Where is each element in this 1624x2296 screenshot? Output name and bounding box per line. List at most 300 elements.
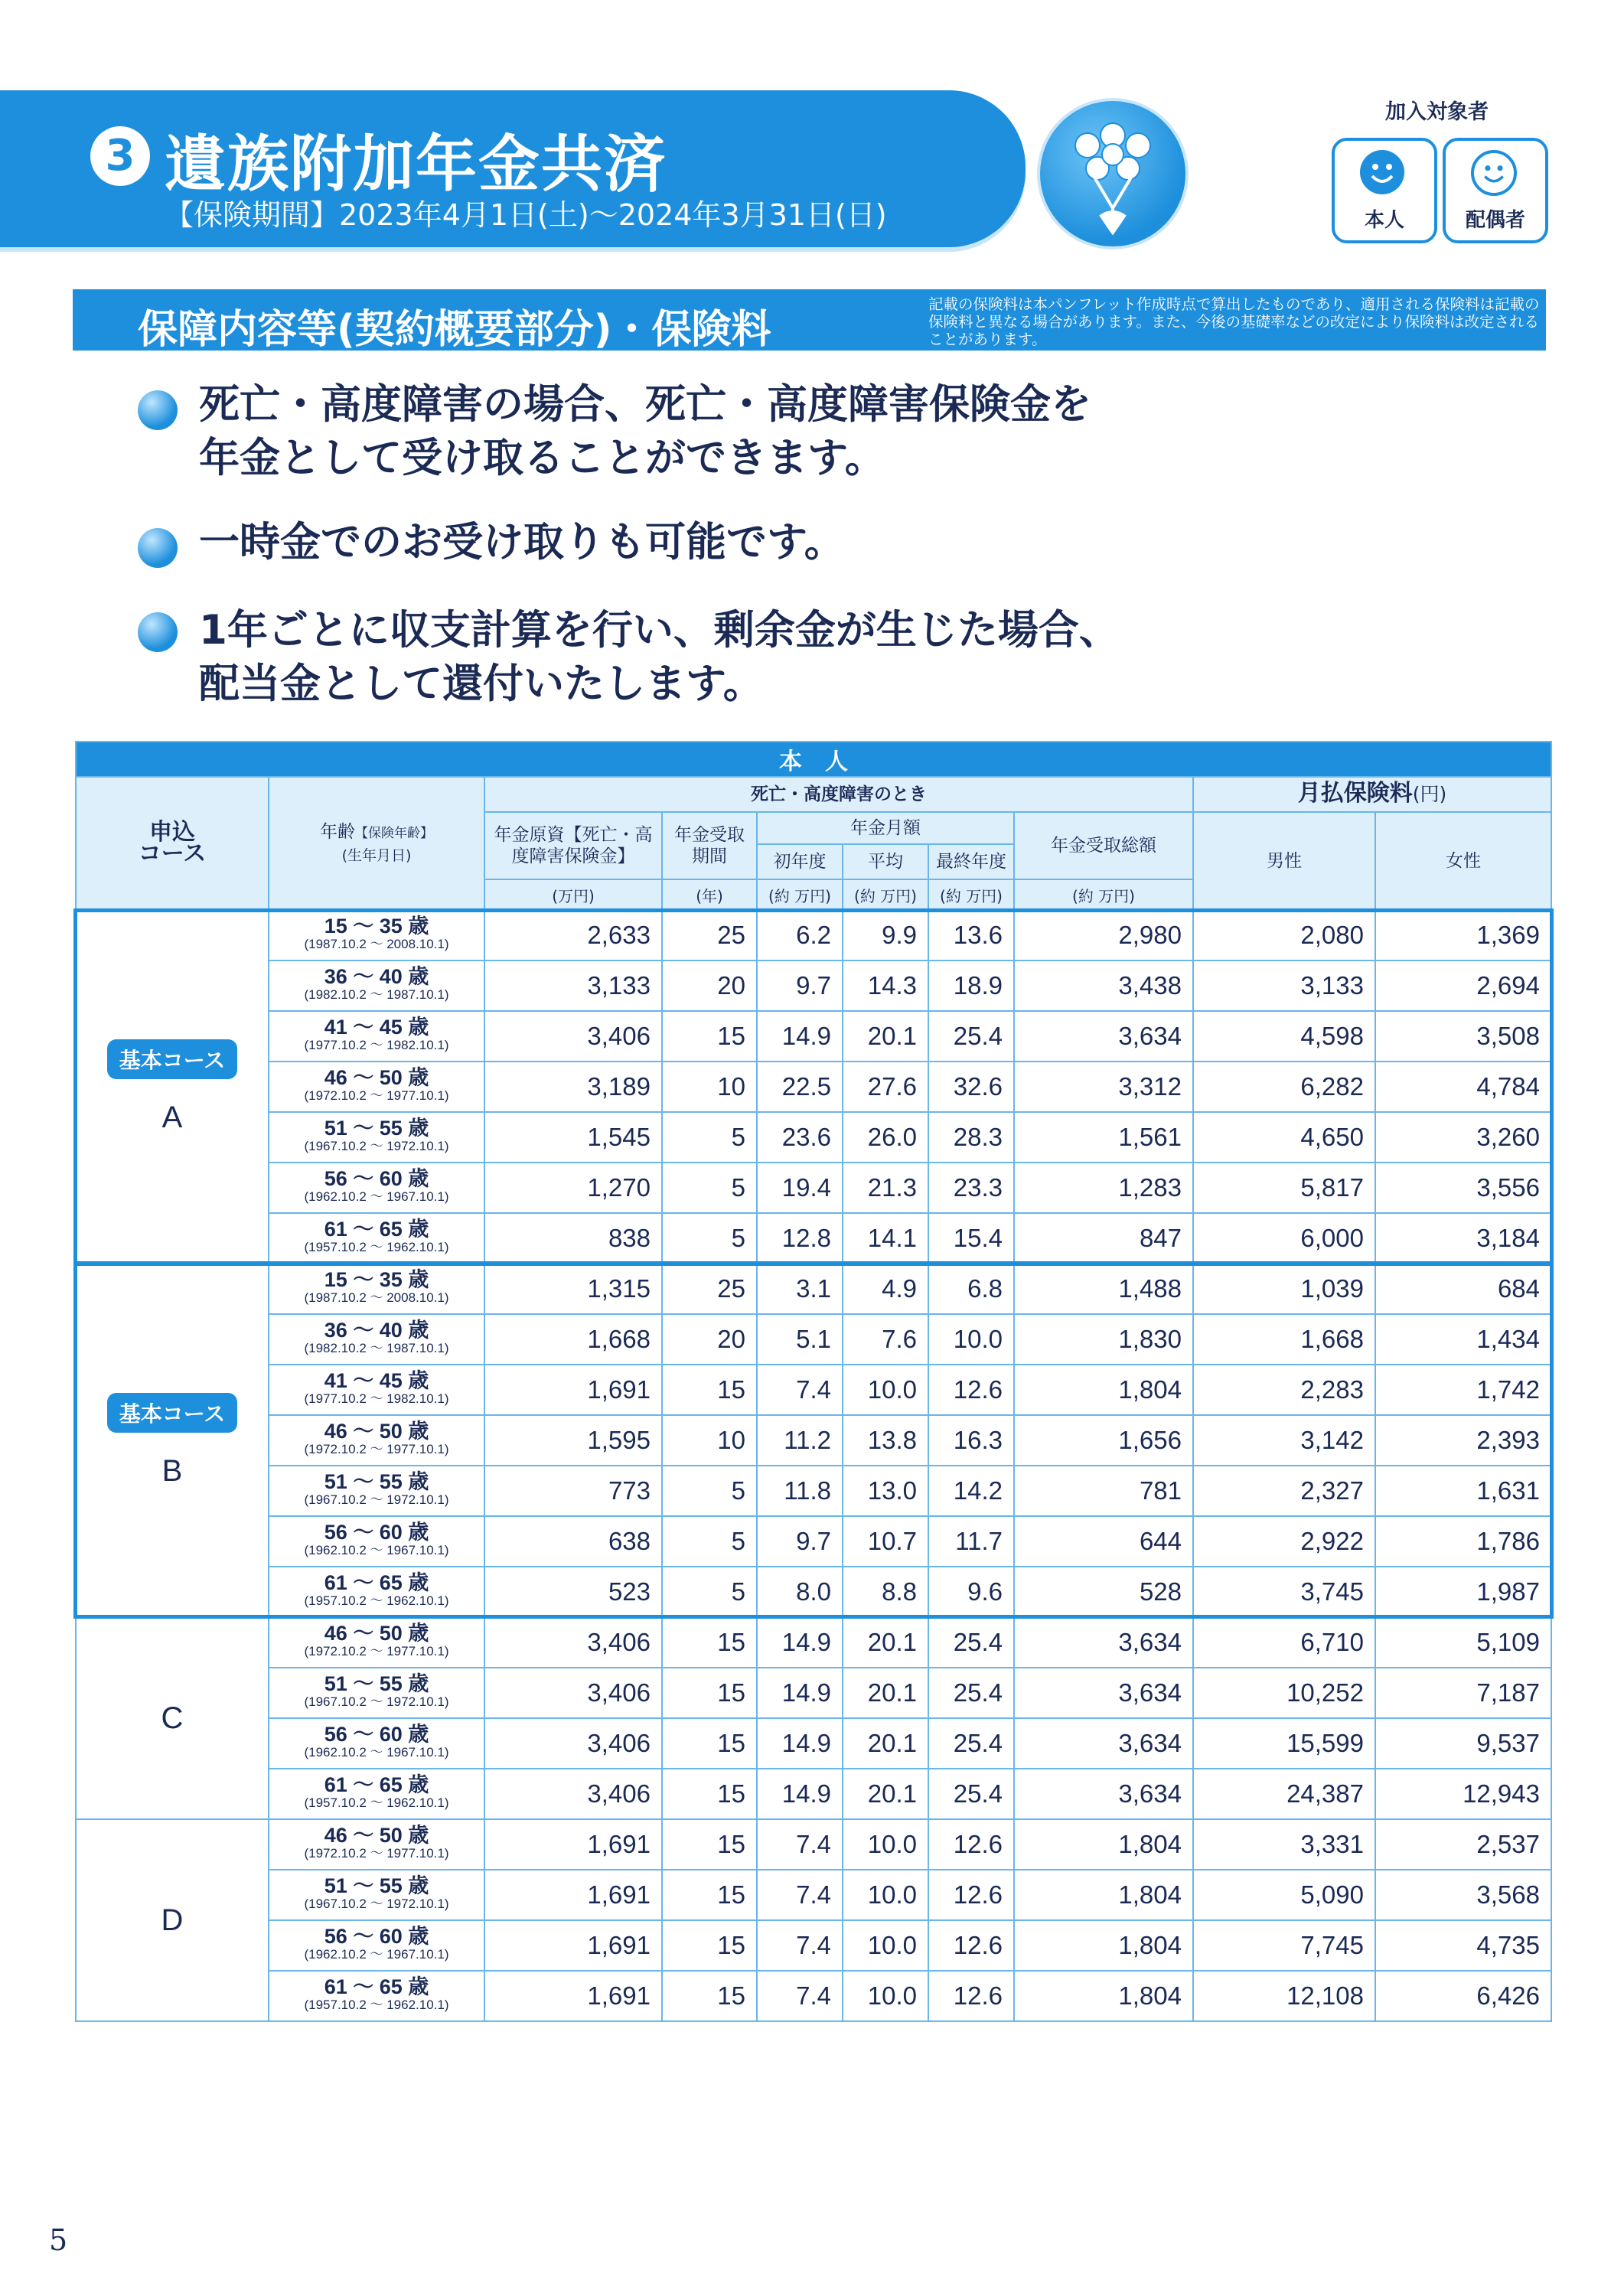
age-range: 15 ～ 35 歳 [324,1268,429,1291]
course-letter: D [161,1903,184,1937]
birth-range: (1957.10.2 ～ 1962.10.1) [304,1240,449,1254]
cell-first: 7.4 [757,1971,843,2021]
target-self [1332,138,1437,243]
smiley-icon [1360,150,1404,194]
age-cell [269,1920,484,1971]
cell-last: 28.3 [928,1112,1014,1163]
col-female: 女性 [1375,812,1551,910]
cell-avg: 20.1 [843,1718,928,1769]
cell-principal: 1,270 [484,1163,662,1213]
age-cell [269,1011,484,1062]
table-row [76,960,1551,1011]
cell-period: 15 [662,1819,757,1870]
insurance-period: 【保険期間】2023年4月1日(土)～2024年3月31日(日) [165,198,887,232]
birth-range: (1967.10.2 ～ 1972.10.1) [304,1896,449,1911]
cell-total: 1,804 [1014,1971,1193,2021]
cell-avg: 10.0 [843,1819,928,1870]
birth-range: (1967.10.2 ～ 1972.10.1) [304,1492,449,1507]
cell-period: 10 [662,1062,757,1112]
cell-principal: 3,406 [484,1718,662,1769]
cell-total: 1,804 [1014,1920,1193,1971]
cell-avg: 10.0 [843,1870,928,1920]
page-title: 遺族附加年金共済 [165,129,667,200]
birth-range: (1967.10.2 ～ 1972.10.1) [304,1139,449,1153]
cell-avg: 8.8 [843,1567,928,1617]
unit-total: (約 万円) [1014,879,1193,910]
cell-male: 3,331 [1193,1819,1375,1870]
cell-female: 1,434 [1375,1314,1551,1365]
target-spouse [1443,138,1548,243]
cell-male: 6,710 [1193,1617,1375,1668]
premium-table [75,741,1552,2022]
table-row [76,1668,1551,1718]
cell-last: 12.6 [928,1870,1014,1920]
cell-male: 6,282 [1193,1062,1375,1112]
cell-male: 2,327 [1193,1466,1375,1516]
cell-male: 3,745 [1193,1567,1375,1617]
cell-female: 684 [1375,1264,1551,1314]
cell-male: 15,599 [1193,1718,1375,1769]
cell-total: 3,312 [1014,1062,1193,1112]
cell-principal: 2,633 [484,910,662,960]
age-range: 56 ～ 60 歳 [324,1521,429,1544]
table-row [76,1466,1551,1516]
birth-range: (1972.10.2 ～ 1977.10.1) [304,1846,449,1861]
cell-male: 10,252 [1193,1668,1375,1718]
age-cell [269,1466,484,1516]
age-cell [269,960,484,1011]
cell-first: 22.5 [757,1062,843,1112]
age-range: 51 ～ 55 歳 [324,1672,429,1695]
cell-first: 23.6 [757,1112,843,1163]
unit-last: (約 万円) [928,879,1014,910]
age-range: 46 ～ 50 歳 [324,1824,429,1847]
cell-female: 12,943 [1375,1769,1551,1819]
table-row [76,1163,1551,1213]
group-death: 死亡・高度障害のとき [484,777,1193,812]
cell-principal: 1,691 [484,1971,662,2021]
age-cell [269,1617,484,1668]
cell-period: 5 [662,1112,757,1163]
cell-last: 18.9 [928,960,1014,1011]
cell-period: 20 [662,960,757,1011]
cell-principal: 638 [484,1516,662,1567]
cell-last: 25.4 [928,1718,1014,1769]
cell-total: 3,438 [1014,960,1193,1011]
cell-period: 15 [662,1769,757,1819]
bullet-2-line-1: 一時金でのお受け取りも可能です。 [199,519,845,566]
cell-last: 25.4 [928,1011,1014,1062]
cell-female: 2,393 [1375,1415,1551,1466]
bouquet-icon [1037,98,1189,249]
section-note: 記載の保険料は本パンフレット作成時点で算出したものであり、適用される保険料は記載の保険料と異なる場合があります。また、今後の基礎率などの改定により保険料は改定されることがあります。 [928,295,1540,348]
age-range: 61 ～ 65 歳 [324,1571,429,1594]
section-number-badge: 3 [90,126,150,186]
cell-last: 9.6 [928,1567,1014,1617]
cell-total: 3,634 [1014,1718,1193,1769]
age-cell [269,1112,484,1163]
cell-principal: 1,595 [484,1415,662,1466]
cell-first: 12.8 [757,1213,843,1264]
age-range: 61 ～ 65 歳 [324,1773,429,1796]
cell-male: 2,080 [1193,910,1375,960]
birth-range: (1987.10.2 ～ 2008.10.1) [304,937,449,951]
cell-total: 1,561 [1014,1112,1193,1163]
table-top-header: 本 人 [76,742,1551,777]
col-total: 年金受取総額 [1014,812,1193,879]
bullet-3-line-1: 1年ごとに収支計算を行い、剰余金が生じた場合、 [199,607,1120,654]
cell-female: 1,786 [1375,1516,1551,1567]
cell-first: 5.1 [757,1314,843,1365]
age-range: 36 ～ 40 歳 [324,1319,429,1342]
cell-principal: 3,406 [484,1769,662,1819]
cell-first: 14.9 [757,1617,843,1668]
cell-total: 1,656 [1014,1415,1193,1466]
course-cell [76,910,269,1264]
cell-avg: 10.0 [843,1365,928,1415]
section-title: 保障内容等(契約概要部分)・保険料 [138,307,771,353]
age-cell [269,1314,484,1365]
birth-range: (1982.10.2 ～ 1987.10.1) [304,1341,449,1355]
cell-total: 1,830 [1014,1314,1193,1365]
cell-period: 5 [662,1516,757,1567]
age-range: 41 ～ 45 歳 [324,1369,429,1392]
unit-period: (年) [662,879,757,910]
cell-first: 7.4 [757,1365,843,1415]
cell-female: 3,556 [1375,1163,1551,1213]
cell-first: 8.0 [757,1567,843,1617]
cell-female: 1,631 [1375,1466,1551,1516]
cell-male: 5,090 [1193,1870,1375,1920]
cell-male: 3,142 [1193,1415,1375,1466]
cell-first: 19.4 [757,1163,843,1213]
cell-total: 3,634 [1014,1769,1193,1819]
cell-male: 24,387 [1193,1769,1375,1819]
cell-first: 11.2 [757,1415,843,1466]
cell-principal: 773 [484,1466,662,1516]
age-cell [269,1264,484,1314]
cell-avg: 20.1 [843,1011,928,1062]
age-range: 46 ～ 50 歳 [324,1420,429,1443]
birth-range: (1987.10.2 ～ 2008.10.1) [304,1290,449,1305]
cell-total: 2,980 [1014,910,1193,960]
col-first: 初年度 [757,844,843,879]
cell-period: 5 [662,1213,757,1264]
birth-range: (1977.10.2 ～ 1982.10.1) [304,1038,449,1052]
table-row [76,1769,1551,1819]
cell-female: 7,187 [1375,1668,1551,1718]
cell-female: 2,694 [1375,960,1551,1011]
cell-last: 6.8 [928,1264,1014,1314]
col-male: 男性 [1193,812,1375,910]
age-cell [269,910,484,960]
table-row [76,1870,1551,1920]
table-row [76,1314,1551,1365]
cell-period: 5 [662,1567,757,1617]
course-badge: 基本コース [107,1393,238,1433]
cell-first: 11.8 [757,1466,843,1516]
col-last: 最終年度 [928,844,1014,879]
cell-period: 15 [662,1365,757,1415]
age-range: 56 ～ 60 歳 [324,1723,429,1746]
cell-first: 7.4 [757,1870,843,1920]
cell-avg: 10.0 [843,1971,928,2021]
table-row [76,1415,1551,1466]
unit-principal: (万円) [484,879,662,910]
target-self-label: 本人 [1364,209,1404,232]
cell-last: 14.2 [928,1466,1014,1516]
cell-principal: 1,691 [484,1870,662,1920]
course-letter: B [161,1453,183,1488]
cell-principal: 3,189 [484,1062,662,1112]
course-letter: A [161,1100,183,1134]
cell-avg: 4.9 [843,1264,928,1314]
cell-total: 1,488 [1014,1264,1193,1314]
group-premium [1193,777,1551,812]
cell-last: 12.6 [928,1819,1014,1870]
cell-first: 9.7 [757,1516,843,1567]
table-row [76,1920,1551,1971]
age-range: 61 ～ 65 歳 [324,1218,429,1241]
cell-last: 13.6 [928,910,1014,960]
cell-male: 7,745 [1193,1920,1375,1971]
col-age-small: 【保険年齢】 [355,825,433,841]
cell-female: 3,184 [1375,1213,1551,1264]
cell-female: 4,735 [1375,1920,1551,1971]
cell-period: 25 [662,910,757,960]
cell-avg: 21.3 [843,1163,928,1213]
cell-last: 12.6 [928,1971,1014,2021]
col-age-label: 年齢 [320,821,355,842]
age-range: 51 ～ 55 歳 [324,1117,429,1140]
cell-total: 3,634 [1014,1617,1193,1668]
course-letter: C [161,1701,184,1735]
cell-avg: 14.3 [843,960,928,1011]
age-cell [269,1062,484,1112]
age-range: 36 ～ 40 歳 [324,965,429,988]
cell-male: 2,922 [1193,1516,1375,1567]
cell-period: 15 [662,1971,757,2021]
target-label: 加入対象者 [1385,100,1489,124]
cell-last: 16.3 [928,1415,1014,1466]
cell-principal: 1,545 [484,1112,662,1163]
cell-last: 25.4 [928,1617,1014,1668]
cell-principal: 3,406 [484,1617,662,1668]
age-range: 56 ～ 60 歳 [324,1167,429,1190]
age-cell [269,1415,484,1466]
age-cell [269,1163,484,1213]
unit-avg: (約 万円) [843,879,928,910]
cell-principal: 523 [484,1567,662,1617]
birth-range: (1982.10.2 ～ 1987.10.1) [304,987,449,1002]
age-range: 15 ～ 35 歳 [324,915,429,938]
cell-last: 12.6 [928,1365,1014,1415]
age-cell [269,1567,484,1617]
cell-avg: 9.9 [843,910,928,960]
cell-avg: 13.8 [843,1415,928,1466]
cell-male: 4,598 [1193,1011,1375,1062]
cell-female: 3,508 [1375,1011,1551,1062]
cell-first: 14.9 [757,1769,843,1819]
table-row [76,910,1551,960]
bullet-1-line-2: 年金として受け取ることができます。 [199,435,885,481]
col-period: 年金受取期間 [662,812,757,879]
age-cell [269,1819,484,1870]
cell-period: 15 [662,1011,757,1062]
table-row [76,1617,1551,1668]
cell-period: 15 [662,1718,757,1769]
cell-period: 15 [662,1617,757,1668]
age-range: 61 ～ 65 歳 [324,1975,429,1998]
cell-male: 1,668 [1193,1314,1375,1365]
age-cell [269,1365,484,1415]
cell-principal: 1,691 [484,1365,662,1415]
target-spouse-label: 配偶者 [1465,209,1525,232]
table-row [76,1516,1551,1567]
cell-female: 1,742 [1375,1365,1551,1415]
table-body [76,910,1551,2021]
cell-male: 2,283 [1193,1365,1375,1415]
bullet-icon [138,612,178,652]
table-row [76,1819,1551,1870]
group-monthly: 年金月額 [757,812,1014,844]
cell-total: 1,283 [1014,1163,1193,1213]
cell-avg: 10.0 [843,1920,928,1971]
age-cell [269,1516,484,1567]
cell-principal: 3,133 [484,960,662,1011]
unit-first: (約 万円) [757,879,843,910]
cell-first: 14.9 [757,1668,843,1718]
birth-range: (1972.10.2 ～ 1977.10.1) [304,1442,449,1456]
cell-male: 4,650 [1193,1112,1375,1163]
birth-range: (1972.10.2 ～ 1977.10.1) [304,1644,449,1658]
table-row [76,1062,1551,1112]
course-cell [76,1264,269,1617]
group-premium-unit: (円) [1412,783,1447,805]
cell-principal: 1,691 [484,1920,662,1971]
col-age [269,777,484,910]
cell-male: 5,817 [1193,1163,1375,1213]
birth-range: (1962.10.2 ～ 1967.10.1) [304,1189,449,1204]
col-course: 申込 コース [76,777,269,910]
bullet-3-line-2: 配当金として還付いたします。 [199,660,764,707]
cell-last: 12.6 [928,1920,1014,1971]
cell-female: 4,784 [1375,1062,1551,1112]
cell-principal: 3,406 [484,1011,662,1062]
cell-first: 9.7 [757,960,843,1011]
cell-period: 5 [662,1466,757,1516]
cell-first: 7.4 [757,1920,843,1971]
cell-period: 20 [662,1314,757,1365]
cell-male: 12,108 [1193,1971,1375,2021]
age-range: 51 ～ 55 歳 [324,1874,429,1897]
cell-total: 3,634 [1014,1668,1193,1718]
cell-period: 25 [662,1264,757,1314]
age-range: 41 ～ 45 歳 [324,1016,429,1039]
course-cell [76,1617,269,1819]
cell-last: 32.6 [928,1062,1014,1112]
cell-total: 1,804 [1014,1365,1193,1415]
bullet-icon [138,390,178,430]
col-avg: 平均 [843,844,928,879]
age-range: 46 ～ 50 歳 [324,1066,429,1089]
cell-last: 23.3 [928,1163,1014,1213]
cell-avg: 20.1 [843,1668,928,1718]
age-cell [269,1971,484,2021]
cell-female: 9,537 [1375,1718,1551,1769]
cell-female: 5,109 [1375,1617,1551,1668]
cell-female: 2,537 [1375,1819,1551,1870]
cell-period: 15 [662,1668,757,1718]
birth-range: (1962.10.2 ～ 1967.10.1) [304,1543,449,1557]
table-row [76,1011,1551,1062]
cell-female: 1,987 [1375,1567,1551,1617]
age-cell [269,1718,484,1769]
cell-total: 1,804 [1014,1870,1193,1920]
cell-first: 3.1 [757,1264,843,1314]
birth-range: (1957.10.2 ～ 1962.10.1) [304,1593,449,1608]
cell-principal: 1,315 [484,1264,662,1314]
age-cell [269,1870,484,1920]
age-cell [269,1213,484,1264]
col-age-birth: (生年月日) [341,846,412,864]
birth-range: (1977.10.2 ～ 1982.10.1) [304,1391,449,1406]
cell-female: 3,260 [1375,1112,1551,1163]
cell-avg: 26.0 [843,1112,928,1163]
age-range: 46 ～ 50 歳 [324,1622,429,1645]
birth-range: (1957.10.2 ～ 1962.10.1) [304,1795,449,1810]
birth-range: (1967.10.2 ～ 1972.10.1) [304,1694,449,1709]
cell-avg: 7.6 [843,1314,928,1365]
cell-first: 6.2 [757,910,843,960]
cell-total: 847 [1014,1213,1193,1264]
cell-total: 528 [1014,1567,1193,1617]
cell-avg: 10.7 [843,1516,928,1567]
cell-avg: 27.6 [843,1062,928,1112]
cell-male: 1,039 [1193,1264,1375,1314]
course-badge: 基本コース [107,1039,238,1079]
cell-total: 1,804 [1014,1819,1193,1870]
cell-male: 3,133 [1193,960,1375,1011]
cell-male: 6,000 [1193,1213,1375,1264]
cell-avg: 20.1 [843,1617,928,1668]
table-row [76,1718,1551,1769]
col-principal: 年金原資【死亡・高度障害保険金】 [484,812,662,879]
cell-female: 3,568 [1375,1870,1551,1920]
cell-first: 14.9 [757,1011,843,1062]
cell-avg: 13.0 [843,1466,928,1516]
bullet-1-line-1: 死亡・高度障害の場合、死亡・高度障害保険金を [199,381,1091,428]
cell-period: 10 [662,1415,757,1466]
cell-period: 15 [662,1870,757,1920]
table-row [76,1264,1551,1314]
smiley-outline-icon [1471,150,1517,196]
table-row [76,1213,1551,1264]
cell-first: 14.9 [757,1718,843,1769]
cell-first: 7.4 [757,1819,843,1870]
birth-range: (1962.10.2 ～ 1967.10.1) [304,1947,449,1962]
table-row [76,1112,1551,1163]
cell-last: 10.0 [928,1314,1014,1365]
cell-last: 15.4 [928,1213,1014,1264]
cell-female: 1,369 [1375,910,1551,960]
cell-period: 5 [662,1163,757,1213]
group-premium-label: 月払保険料 [1297,780,1413,807]
cell-principal: 1,691 [484,1819,662,1870]
table-row [76,1971,1551,2021]
cell-last: 25.4 [928,1668,1014,1718]
page-number: 5 [49,2223,68,2257]
